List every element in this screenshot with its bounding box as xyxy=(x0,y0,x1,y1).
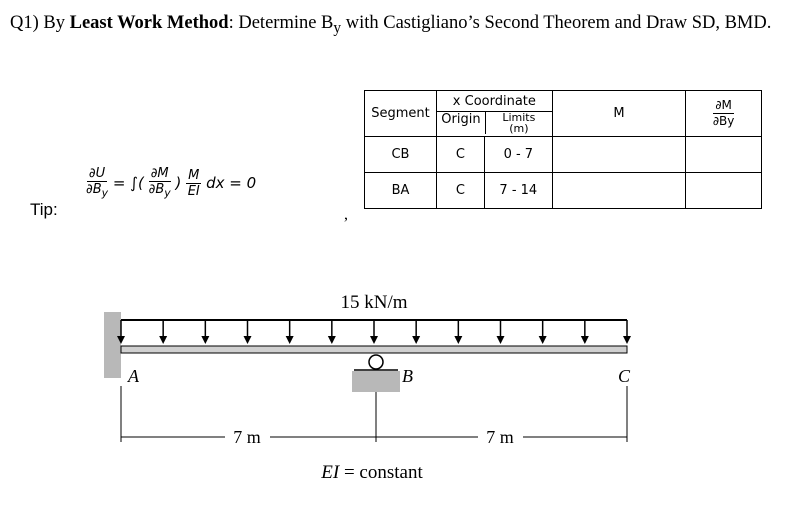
load-arrow-head xyxy=(286,336,294,344)
ratio-fraction xyxy=(186,168,201,199)
header-moment: M xyxy=(552,91,685,137)
distributed-load-arrows xyxy=(117,320,631,344)
beam xyxy=(121,346,627,353)
header-origin: Origin xyxy=(437,112,486,134)
load-arrow-head xyxy=(497,336,505,344)
label-a: A xyxy=(128,366,139,386)
cell-partial xyxy=(686,173,762,209)
roller-ground xyxy=(352,371,400,392)
load-label: 15 kN/m xyxy=(340,292,408,313)
load-arrow-head xyxy=(328,336,336,344)
label-c: C xyxy=(618,366,631,386)
lhs-fraction xyxy=(86,166,108,201)
mid-den: $\partial B_y$ xyxy=(148,182,171,200)
question-sub: y xyxy=(333,19,342,37)
question-bold: Least Work Method xyxy=(69,13,229,33)
cell-segment: CB xyxy=(365,137,437,173)
segment-table xyxy=(364,90,762,209)
tip-formula: $\frac{\partial U}{\partial B_y}$ = ∫( $\frac{\partial M}{\partial B_y}$ ) $\frac{M}{EI}$ dx = 0 xyxy=(86,166,257,200)
beam-diagram xyxy=(0,280,792,508)
table-row xyxy=(365,137,762,173)
lhs-num: ∂U xyxy=(88,166,106,181)
span-label-bc: 7 m xyxy=(486,427,514,447)
load-arrow-head xyxy=(623,336,631,344)
cell-moment xyxy=(552,137,685,173)
question-text-b: with Castigliano’s Second Theorem and Draw SD, BMD. xyxy=(341,13,772,33)
cell-origin: C xyxy=(436,137,484,173)
header-partial: $\frac{\partial M}{\partial By}$ xyxy=(686,91,762,137)
lhs-den: $\partial B_y$ xyxy=(86,182,109,200)
span-label-ab: 7 m xyxy=(233,427,261,447)
header-segment: Segment xyxy=(365,91,437,137)
ei-constant: EI = constant xyxy=(321,462,423,483)
load-arrow-head xyxy=(201,336,209,344)
tip-label: Tip: xyxy=(30,200,58,219)
cell-partial xyxy=(686,137,762,173)
load-arrow-head xyxy=(412,336,420,344)
formula-tail: dx = 0 xyxy=(206,173,257,192)
ratio-num: M xyxy=(188,167,200,183)
table-header-row xyxy=(365,91,762,137)
load-arrow-head xyxy=(581,336,589,344)
question-prefix: Q1) By xyxy=(10,13,70,33)
load-arrow-head xyxy=(370,336,378,344)
cell-moment xyxy=(552,173,685,209)
cell-limits: 0 - 7 xyxy=(484,137,552,173)
question-text xyxy=(10,10,786,42)
load-arrow-head xyxy=(159,336,167,344)
mid-fraction xyxy=(149,166,171,201)
cell-origin: C xyxy=(436,173,484,209)
header-xcoord: x Coordinate Origin Limits (m) xyxy=(436,91,552,137)
fixed-support-wall xyxy=(104,312,121,378)
load-arrow-head xyxy=(539,336,547,344)
roller-support-icon xyxy=(369,355,383,369)
load-arrow-head xyxy=(454,336,462,344)
cell-limits: 7 - 14 xyxy=(484,173,552,209)
header-limits: Limits (m) xyxy=(502,110,536,135)
question-text-a: : Determine B xyxy=(228,13,334,33)
comma: , xyxy=(344,206,348,223)
cell-segment: BA xyxy=(365,173,437,209)
ratio-den: EI xyxy=(187,183,200,199)
load-arrow-head xyxy=(244,336,252,344)
mid-num: ∂M xyxy=(150,166,169,181)
label-b: B xyxy=(402,366,413,386)
table-row xyxy=(365,173,762,209)
